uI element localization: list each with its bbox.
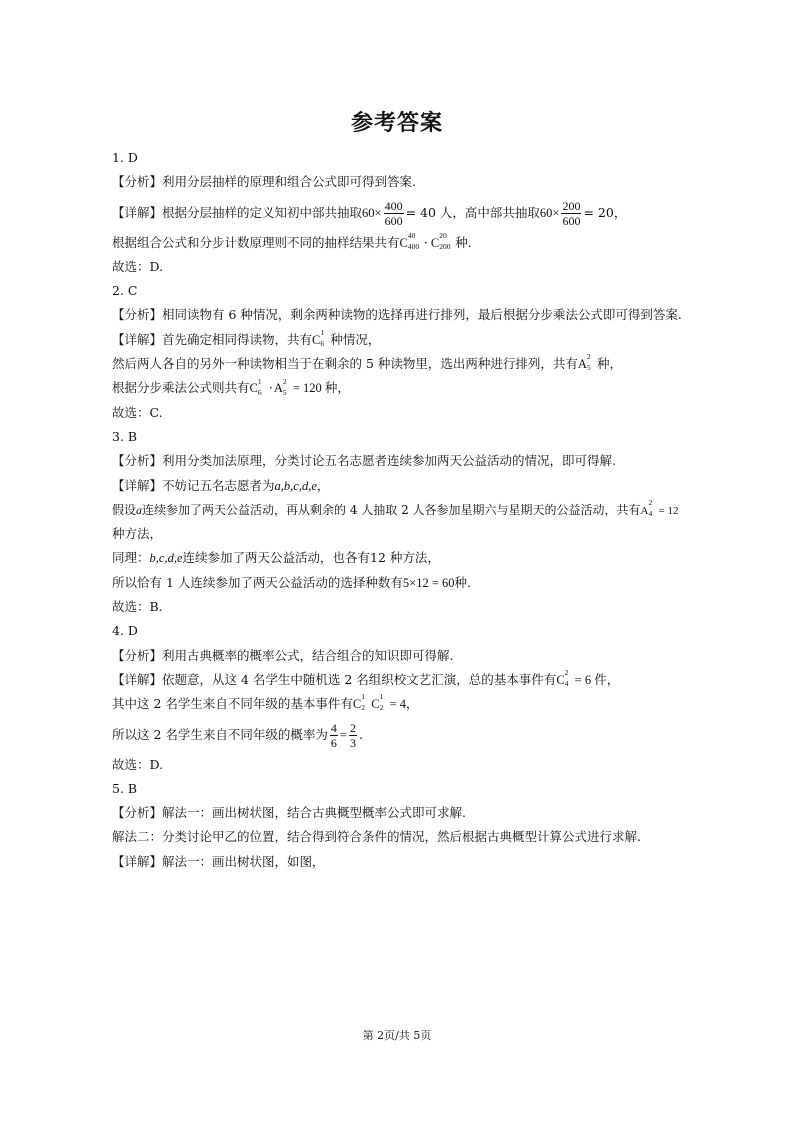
q4-head: 4. D (112, 623, 138, 639)
combination-c-4-2: C 2 4 (556, 668, 569, 689)
q5-analysis: 【分析】解法一：画出树状图，结合古典概型概率公式即可求解. (112, 805, 466, 821)
q3-detail-2: 假设a连续参加了两天公益活动，再从剩余的 4 人抽取 2 人各参加星期六与星期天的公益活动，共有A 2 4 = 12 (112, 498, 692, 522)
permutation-a-4-2: A 2 4 (640, 498, 653, 519)
q4-detail-2: 其中这 2 名学生来自不同年级的基本事件有C 1 2 C 1 2 = 4， (112, 692, 692, 716)
combination-c-400-40: C 40 400 (399, 230, 420, 251)
q4-detail-3: 所以这 2 名学生来自不同年级的概率为 $\frac{4}{6}$ = $\frac{2}{3}$ . (112, 720, 363, 750)
q4-analysis: 【分析】利用古典概率的概率公式，结合组合的知识即可得解. (112, 647, 454, 663)
q3-answer: 故选：B. (112, 599, 163, 615)
q2-detail-1: 【详解】首先确定相同得读物，共有C 1 6 种情况， (112, 328, 692, 352)
q3-detail-3: 种方法， (112, 526, 163, 542)
fraction-400-600: $\frac{400}{600}$ (384, 198, 403, 228)
page-title: 参考答案 (350, 111, 443, 136)
fraction-200-600: $\frac{200}{600}$ (562, 198, 581, 228)
combination-c-2-1: C 1 2 (352, 692, 365, 713)
q2-detail-3: 根据分步乘法公式则共有C 1 6 ·A 2 5 = 120 种， (112, 376, 692, 400)
combination-c-6-1: C 1 6 (249, 376, 262, 397)
q5-head: 5. B (112, 780, 138, 796)
q3-head: 3. B (112, 428, 138, 444)
fraction-2-3: $\frac{2}{3}$ (349, 720, 356, 750)
q3-detail-4: 同理：b,c,d,e连续参加了两天公益活动，也各有12 种方法， (112, 550, 440, 566)
answer-content (112, 146, 692, 874)
q4-answer: 故选：D. (112, 756, 164, 772)
page-footer: 第 2页/共 5页 (362, 1029, 432, 1042)
fraction-4-6: $\frac{4}{6}$ (330, 720, 337, 750)
q5-analysis-2: 解法二：分类讨论甲乙的位置，结合得到符合条件的情况，然后根据古典概型计算公式进行求解. (112, 829, 641, 845)
q1-head: 1. D (112, 150, 138, 165)
combination-c-6-1: C 1 6 (312, 327, 325, 348)
permutation-a-5-2: A 2 5 (577, 352, 591, 373)
combination-c-2-1: C 1 2 (371, 692, 384, 713)
q1-answer: 故选：D. (112, 258, 164, 274)
combination-c-200-20: C 20 200 (430, 230, 451, 251)
q3-detail-1: 【详解】不妨记五名志愿者为a,b,c,d,e， (112, 477, 330, 493)
q2-answer: 故选：C. (112, 404, 163, 420)
q3-detail-5: 所以恰有 1 人连续参加了两天公益活动的选择种数有5×12 = 60种. (112, 574, 471, 590)
q5-detail: 【详解】解法一：画出树状图，如图， (112, 853, 325, 869)
q2-detail-2: 然后两人各自的另外一种读物相当于在剩余的 5 种读物里，选出两种进行排列，共有A 2 5 种， (112, 352, 692, 376)
q3-analysis: 【分析】利用分类加法原理，分类讨论五名志愿者连续参加两天公益活动的情况，即可得解. (112, 453, 616, 469)
q1-combination-line: 根据组合公式和分步计数原理则不同的抽样结果共有C 40 400 · C 20 200 种. (112, 231, 692, 255)
q1-detail: 【详解】根据分层抽样的定义知初中部共抽取60× $\frac{400}{600}$ = 40 人，高中部共抽取60× $\frac{200}{600}$ = 20， (112, 198, 627, 228)
q2-analysis: 【分析】相同读物有 6 种情况，剩余两种读物的选择再进行排列，最后根据分步乘法公式即可得到答案. (112, 307, 682, 323)
q1-analysis: 【分析】利用分层抽样的原理和组合公式即可得到答案. (112, 174, 416, 190)
permutation-a-5-2: A 2 5 (273, 376, 287, 397)
q4-detail-1: 【详解】依题意，从这 4 名学生中随机选 2 名组织校文艺汇演，总的基本事件有C 2 4 = 6 件， (112, 668, 692, 692)
q2-head: 2. C (112, 283, 138, 299)
